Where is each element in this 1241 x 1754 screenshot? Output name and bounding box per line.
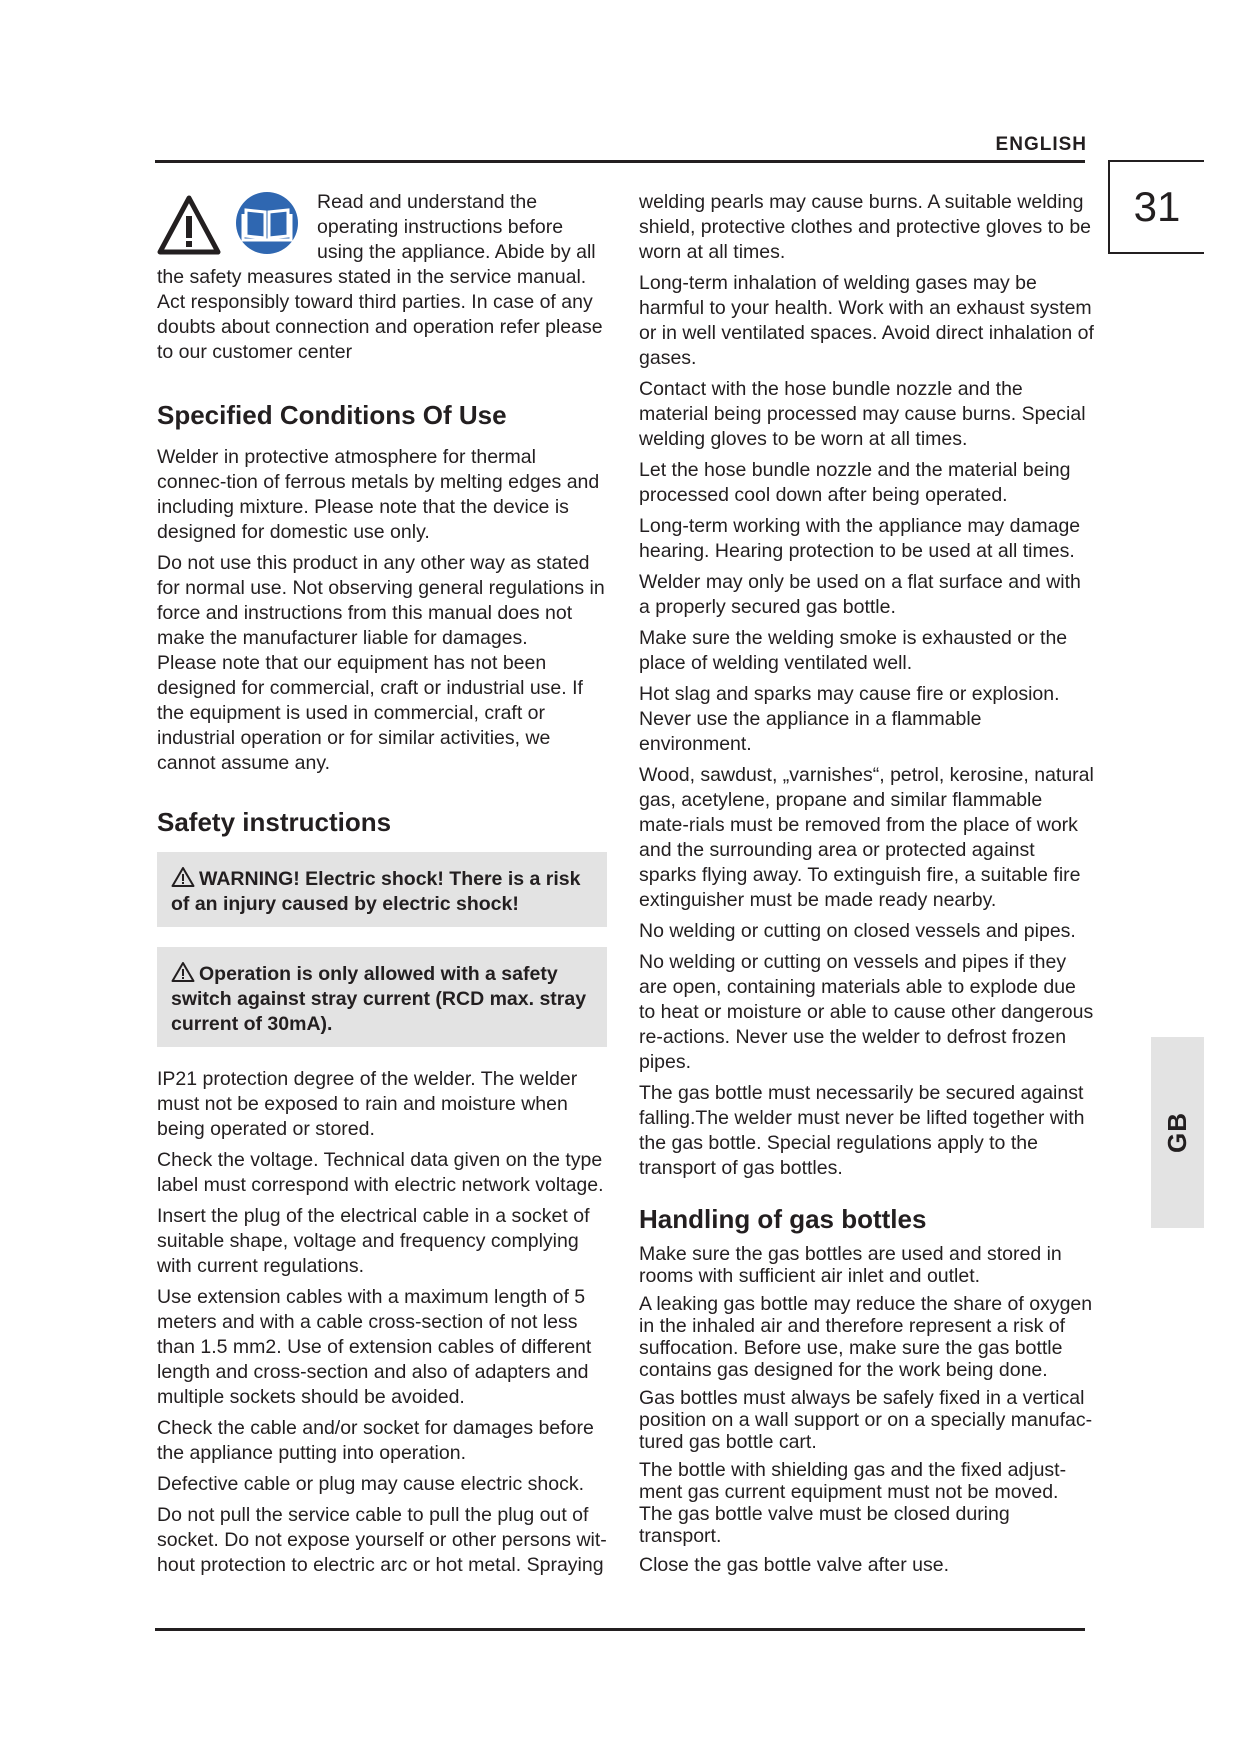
intro-text: Read and understand the operating instructions before using the appliance. Abide by all the safety measures stated in the service manual. Act responsibly toward third parties. In case of any doubts about connection and operation refer please to our customer center — [157, 191, 603, 363]
safety-paragraph: Insert the plug of the electrical cable in a socket of suitable shape, voltage and frequency complying with current regulations. — [157, 1205, 590, 1277]
gas-heading: Handling of gas bottles — [639, 1204, 927, 1234]
warning-box-electric-shock — [157, 852, 607, 927]
gas-paragraph: A leaking gas bottle may reduce the share of oxygen in the inhaled air and therefore represent a risk of suffocation. Before use, make sure the gas bottle contains gas designed for the work being done. — [639, 1293, 1093, 1381]
safety-paragraph: Long-term inhalation of welding gases may be harmful to your health. Work with an exhaust system or in well ventilated spaces. Avoid direct inhalation of gases. — [639, 272, 1094, 369]
gas-paragraph: Make sure the gas bottles are used and stored in rooms with sufficient air inlet and outlet. — [639, 1243, 1062, 1287]
warning-box-rcd — [157, 947, 607, 1047]
country-tab — [1151, 1037, 1204, 1228]
safety-paragraph: Let the hose bundle nozzle and the material being processed cool down after being operated. — [639, 459, 1071, 506]
safety-paragraph: Hot slag and sparks may cause fire or explosion. Never use the appliance in a flammable environment. — [639, 683, 1060, 755]
specified-paragraph-3: Please note that our equipment has not been designed for commercial, craft or industrial use. If the equipment is used in commercial, craft or industrial operation or for similar activities, we cannot assume any. — [157, 652, 583, 774]
warning-triangle-icon — [157, 194, 221, 258]
safety-paragraph: welding pearls may cause burns. A suitable welding shield, protective clothes and protective gloves to be worn at all times. — [639, 191, 1092, 263]
safety-paragraph: No welding or cutting on vessels and pipes if they are open, containing materials able to explode due to heat or moisture or able to cause other dangerous re-actions. Never use the welder to defrost frozen pipes. — [639, 951, 1094, 1073]
safety-paragraph: Defective cable or plug may cause electric shock. — [157, 1473, 585, 1495]
left-column — [157, 190, 607, 1584]
specified-paragraph-2: Do not use this product in any other way as stated for normal use. Not observing general regulations in force and instructions from this manual does not make the manufacturer liable for damages. — [157, 552, 605, 649]
gas-paragraph: Gas bottles must always be safely fixed in a vertical position on a wall support or on a specially manufac-tured gas bottle cart. — [639, 1387, 1093, 1453]
safety-paragraph: Contact with the hose bundle nozzle and the material being processed may cause burns. Special welding gloves to be worn at all times. — [639, 378, 1086, 450]
safety-paragraph: Use extension cables with a maximum length of 5 meters and with a cable cross-section of not less than 1.5 mm2. Use of extension cables of different length and cross-section and also of adapters and multiple sockets should be avoided. — [157, 1286, 592, 1408]
gas-paragraph: The bottle with shielding gas and the fixed adjust-ment gas current equipment must not be moved. The gas bottle valve must be closed during transport. — [639, 1459, 1067, 1547]
top-rule — [155, 160, 1085, 163]
safety-paragraph: Do not pull the service cable to pull the plug out of socket. Do not expose yourself or other persons wit-hout protection to electric arc or hot metal. Spraying — [157, 1504, 607, 1576]
read-manual-icon — [234, 190, 300, 256]
safety-heading: Safety instructions — [157, 807, 392, 837]
country-tab-label: GB — [1162, 1112, 1192, 1153]
specified-heading: Specified Conditions Of Use — [157, 400, 507, 430]
specified-paragraph-1: Welder in protective atmosphere for thermal connec-tion of ferrous metals by melting edges and including mixture. Please note that the device is designed for domestic use only. — [157, 446, 600, 543]
safety-paragraph: Long-term working with the appliance may damage hearing. Hearing protection to be used at all times. — [639, 515, 1081, 562]
warning-text-1: WARNING! Electric shock! There is a risk of an injury caused by electric shock! — [171, 868, 581, 915]
safety-paragraph: The gas bottle must necessarily be secured against falling.The welder must never be lifted together with the gas bottle. Special regulations apply to the transport of gas bottles. — [639, 1082, 1085, 1179]
safety-paragraph: Welder may only be used on a flat surface and with a properly secured gas bottle. — [639, 571, 1081, 618]
safety-paragraph: Check the cable and/or socket for damages before the appliance putting into operation. — [157, 1417, 594, 1464]
page-number: 31 — [1108, 160, 1204, 254]
intro-icons — [157, 190, 317, 262]
safety-paragraph: No welding or cutting on closed vessels and pipes. — [639, 920, 1076, 942]
language-label: ENGLISH — [995, 134, 1087, 155]
safety-paragraph: Make sure the welding smoke is exhausted or the place of welding ventilated well. — [639, 627, 1068, 674]
bottom-rule — [155, 1628, 1085, 1631]
warning-triangle-icon — [171, 961, 195, 983]
safety-paragraph: Wood, sawdust, „varnishes“, petrol, kerosine, natural gas, acetylene, propane and similar flammable mate-rials must be removed from the place of work and the surrounding area or protected against sparks flying away. To extinguish fire, a suitable fire extinguisher must be made ready nearby. — [639, 764, 1094, 911]
warning-text-2: Operation is only allowed with a safety switch against stray current (RCD max. stray current of 30mA). — [171, 963, 587, 1035]
gas-paragraph: Close the gas bottle valve after use. — [639, 1554, 950, 1576]
safety-paragraph: IP21 protection degree of the welder. The welder must not be exposed to rain and moisture when being operated or stored. — [157, 1068, 578, 1140]
safety-paragraph: Check the voltage. Technical data given on the type label must correspond with electric network voltage. — [157, 1149, 604, 1196]
warning-triangle-icon — [171, 866, 195, 888]
right-column — [639, 190, 1094, 1584]
